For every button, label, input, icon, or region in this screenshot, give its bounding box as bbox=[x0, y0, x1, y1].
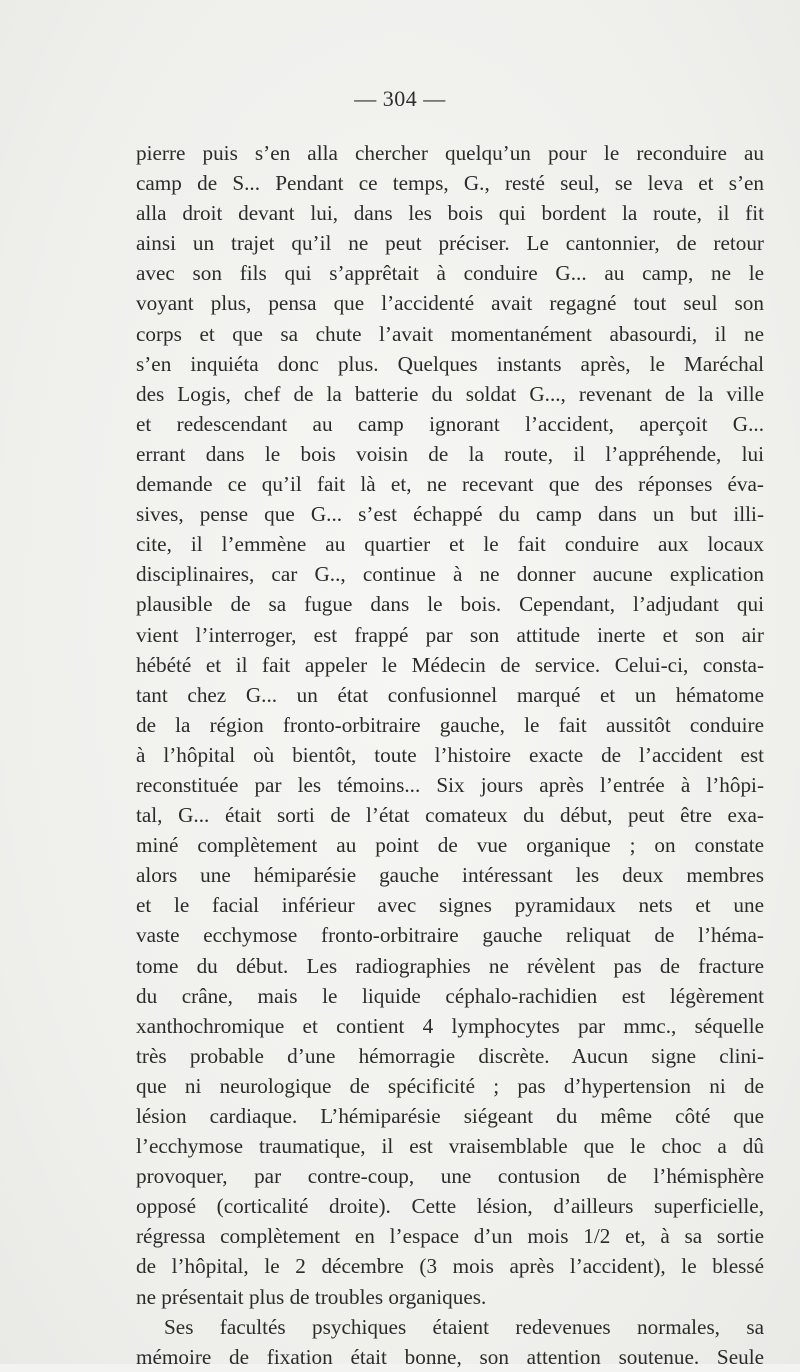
text-line: miné complètement au point de vue organique ; on constate bbox=[136, 833, 764, 858]
text-line: pierre puis s’en alla chercher quelqu’un pour le reconduire au bbox=[136, 141, 764, 165]
text-line: de la région fronto-orbitraire gauche, le fait aussitôt conduire bbox=[136, 712, 764, 737]
text-line: et redescendant au camp ignorant l’accident, aperçoit G... bbox=[136, 411, 764, 436]
text-line: mémoire de fixation était bonne, son attention soutenue. Seule bbox=[136, 1344, 764, 1369]
text-line: des Logis, chef de la batterie du soldat G..., revenant de la ville bbox=[136, 381, 764, 406]
paragraph bbox=[136, 138, 764, 1312]
text-line: à l’hôpital où bientôt, toute l’histoire exacte de l’accident est bbox=[136, 742, 764, 767]
paragraph bbox=[136, 1312, 764, 1372]
text-line: cite, il l’emmène au quartier et le fait conduire aux locaux bbox=[136, 532, 764, 557]
text-line: tal, G... était sorti de l’état comateux du début, peut être exa- bbox=[136, 803, 764, 828]
body-text bbox=[136, 138, 764, 1372]
text-line: avec son fils qui s’apprêtait à conduire G... au camp, ne le bbox=[136, 261, 764, 286]
text-line: alors une hémiparésie gauche intéressant les deux membres bbox=[136, 863, 764, 888]
text-line: errant dans le bois voisin de la route, il l’appréhende, lui bbox=[136, 441, 764, 466]
paragraph-container bbox=[136, 138, 764, 1372]
text-line: voyant plus, pensa que l’accidenté avait regagné tout seul son bbox=[136, 291, 764, 316]
text-line: vaste ecchymose fronto-orbitraire gauche reliquat de l’héma- bbox=[136, 923, 764, 948]
text-line: vient l’interroger, est frappé par son attitude inerte et son air bbox=[136, 622, 764, 647]
text-line: xanthochromique et contient 4 lymphocytes par mmc., séquelle bbox=[136, 1013, 764, 1038]
text-line: du crâne, mais le liquide céphalo-rachidien est légèrement bbox=[136, 983, 764, 1008]
text-line: de l’hôpital, le 2 décembre (3 mois après l’accident), le blessé bbox=[136, 1254, 764, 1279]
text-line: régressa complètement en l’espace d’un mois 1/2 et, à sa sortie bbox=[136, 1224, 764, 1249]
text-line: corps et que sa chute l’avait momentanément abasourdi, il ne bbox=[136, 321, 764, 346]
text-line: l’ecchymose traumatique, il est vraisemblable que le choc a dû bbox=[136, 1134, 764, 1159]
text-line: s’en inquiéta donc plus. Quelques instants après, le Maréchal bbox=[136, 351, 764, 376]
text-line: provoquer, par contre-coup, une contusion de l’hémisphère bbox=[136, 1164, 764, 1189]
text-line: plausible de sa fugue dans le bois. Cependant, l’adjudant qui bbox=[136, 592, 764, 617]
text-line: ne présentait plus de troubles organiques. bbox=[136, 1284, 487, 1309]
text-line: opposé (corticalité droite). Cette lésion, d’ailleurs superficielle, bbox=[136, 1194, 764, 1219]
text-line: alla droit devant lui, dans les bois qui bordent la route, il fit bbox=[136, 201, 764, 226]
text-line: lésion cardiaque. L’hémiparésie siégeant du même côté que bbox=[136, 1104, 764, 1128]
text-line: sives, pense que G... s’est échappé du camp dans un but illi- bbox=[136, 502, 764, 527]
text-line: tome du début. Les radiographies ne révèlent pas de fracture bbox=[136, 953, 764, 978]
text-line: demande ce qu’il fait là et, ne recevant que des réponses éva- bbox=[136, 472, 764, 497]
text-line: camp de S... Pendant ce temps, G., resté seul, se leva et s’en bbox=[136, 171, 764, 196]
text-line: et le facial inférieur avec signes pyramidaux nets et une bbox=[136, 893, 764, 918]
text-line: reconstituée par les témoins... Six jours après l’entrée à l’hôpi- bbox=[136, 772, 764, 797]
text-line: très probable d’une hémorragie discrète. Aucun signe clini- bbox=[136, 1043, 764, 1068]
text-line: que ni neurologique de spécificité ; pas d’hypertension ni de bbox=[136, 1073, 764, 1098]
page-number: — 304 — bbox=[354, 86, 446, 111]
text-line: Ses facultés psychiques étaient redevenues normales, sa bbox=[164, 1314, 764, 1339]
text-line: hébété et il fait appeler le Médecin de service. Celui-ci, consta- bbox=[136, 652, 764, 677]
text-line: disciplinaires, car G.., continue à ne donner aucune explication bbox=[136, 562, 764, 587]
text-line: tant chez G... un état confusionnel marqué et un hématome bbox=[136, 682, 764, 707]
text-line: ainsi un trajet qu’il ne peut préciser. Le cantonnier, de retour bbox=[136, 231, 764, 256]
